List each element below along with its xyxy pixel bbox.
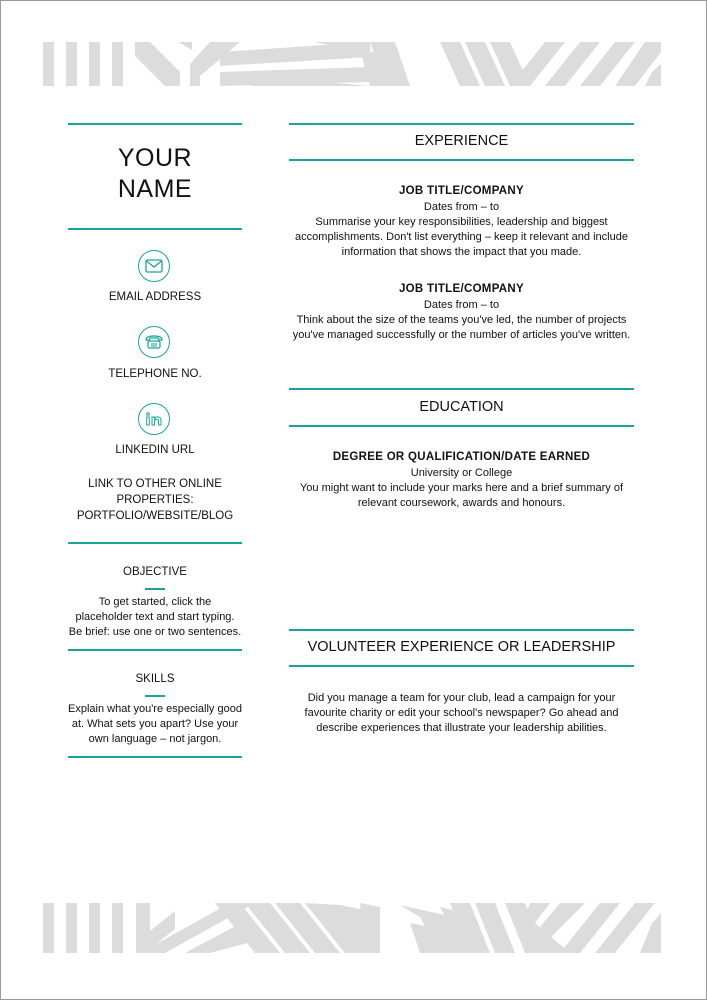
institution: University or College [410,467,513,479]
volunteer-line: describe experiences that illustrate your leadership abilities. [316,722,607,734]
objective-text[interactable] [68,595,242,640]
volunteer-top-rule [289,629,634,631]
job-2-title[interactable]: JOB TITLE/COMPANY [398,283,524,295]
skills-line: at. What sets you apart? Use your [71,718,239,730]
experience-top-rule [289,123,634,125]
other-links-line: LINK TO OTHER ONLINE [88,478,222,490]
objective-line: Be brief: use one or two sentences. [68,626,242,638]
skills-line: own language – not jargon. [88,733,222,745]
linkedin-icon [138,403,170,435]
volunteer-line: Did you manage a team for your club, lead a campaign for your [307,692,616,704]
objective-title: OBJECTIVE [123,566,187,578]
telephone-number[interactable]: TELEPHONE NO. [108,368,202,380]
experience-title: EXPERIENCE [414,133,509,149]
skills-bottom-rule [68,756,242,758]
job-2-line: Think about the size of the teams you've led, the number of projects [296,314,627,326]
experience-bottom-rule [289,159,634,161]
email-address[interactable]: EMAIL ADDRESS [108,291,202,303]
telephone-icon [138,326,170,358]
job-1-line: accomplishments. Don't list everything – keep it relevant and include [295,231,628,243]
skills-title: SKILLS [135,673,175,685]
stripe-pattern-graphic [40,903,661,953]
linkedin-url[interactable]: LINKEDIN URL [115,444,195,456]
job-1-details[interactable] [289,200,634,260]
envelope-icon [138,250,170,282]
degree-title[interactable]: DEGREE OR QUALIFICATION/DATE EARNED [332,451,591,463]
job-2-line: you've managed successfully or the number of articles you've written. [292,329,631,341]
skills-line: Explain what you're especially good [68,703,242,715]
job-1-line: Summarise your key responsibilities, leadership and biggest [315,216,608,228]
skills-text[interactable] [68,702,242,747]
name-line-2: NAME [117,175,193,203]
objective-top-rule [68,542,242,544]
volunteer-line: favourite charity or edit your school's newspaper? Go ahead and [304,707,619,719]
job-1-dates: Dates from – to [423,201,500,213]
skills-top-rule [68,649,242,651]
other-online-links[interactable] [68,476,242,524]
objective-dash [145,588,165,590]
job-2-details[interactable] [289,298,634,343]
objective-line: placeholder text and start typing. [75,611,235,623]
job-2-dates: Dates from – to [423,299,500,311]
education-line: You might want to include your marks here and a brief summary of [299,482,624,494]
education-top-rule [289,388,634,390]
volunteer-bottom-rule [289,665,634,667]
header-decorative-pattern [40,42,661,86]
job-1-line: information that shows the impact that you made. [341,246,582,258]
education-details[interactable] [289,466,634,511]
objective-line: To get started, click the [98,596,212,608]
name-line-1: YOUR [117,144,193,172]
volunteer-text[interactable] [289,691,634,736]
footer-decorative-pattern [40,903,661,953]
skills-dash [145,695,165,697]
name-top-rule [68,123,242,125]
education-title: EDUCATION [419,399,504,415]
stripe-pattern-graphic [40,42,661,86]
job-1-title[interactable]: JOB TITLE/COMPANY [398,185,524,197]
other-links-line: PORTFOLIO/WEBSITE/BLOG [76,510,234,522]
other-links-line: PROPERTIES: [116,494,194,506]
candidate-name [68,143,242,205]
volunteer-title: VOLUNTEER EXPERIENCE OR LEADERSHIP [307,639,616,655]
education-line: relevant coursework, awards and honours. [357,497,566,509]
education-bottom-rule [289,425,634,427]
name-bottom-rule [68,228,242,230]
